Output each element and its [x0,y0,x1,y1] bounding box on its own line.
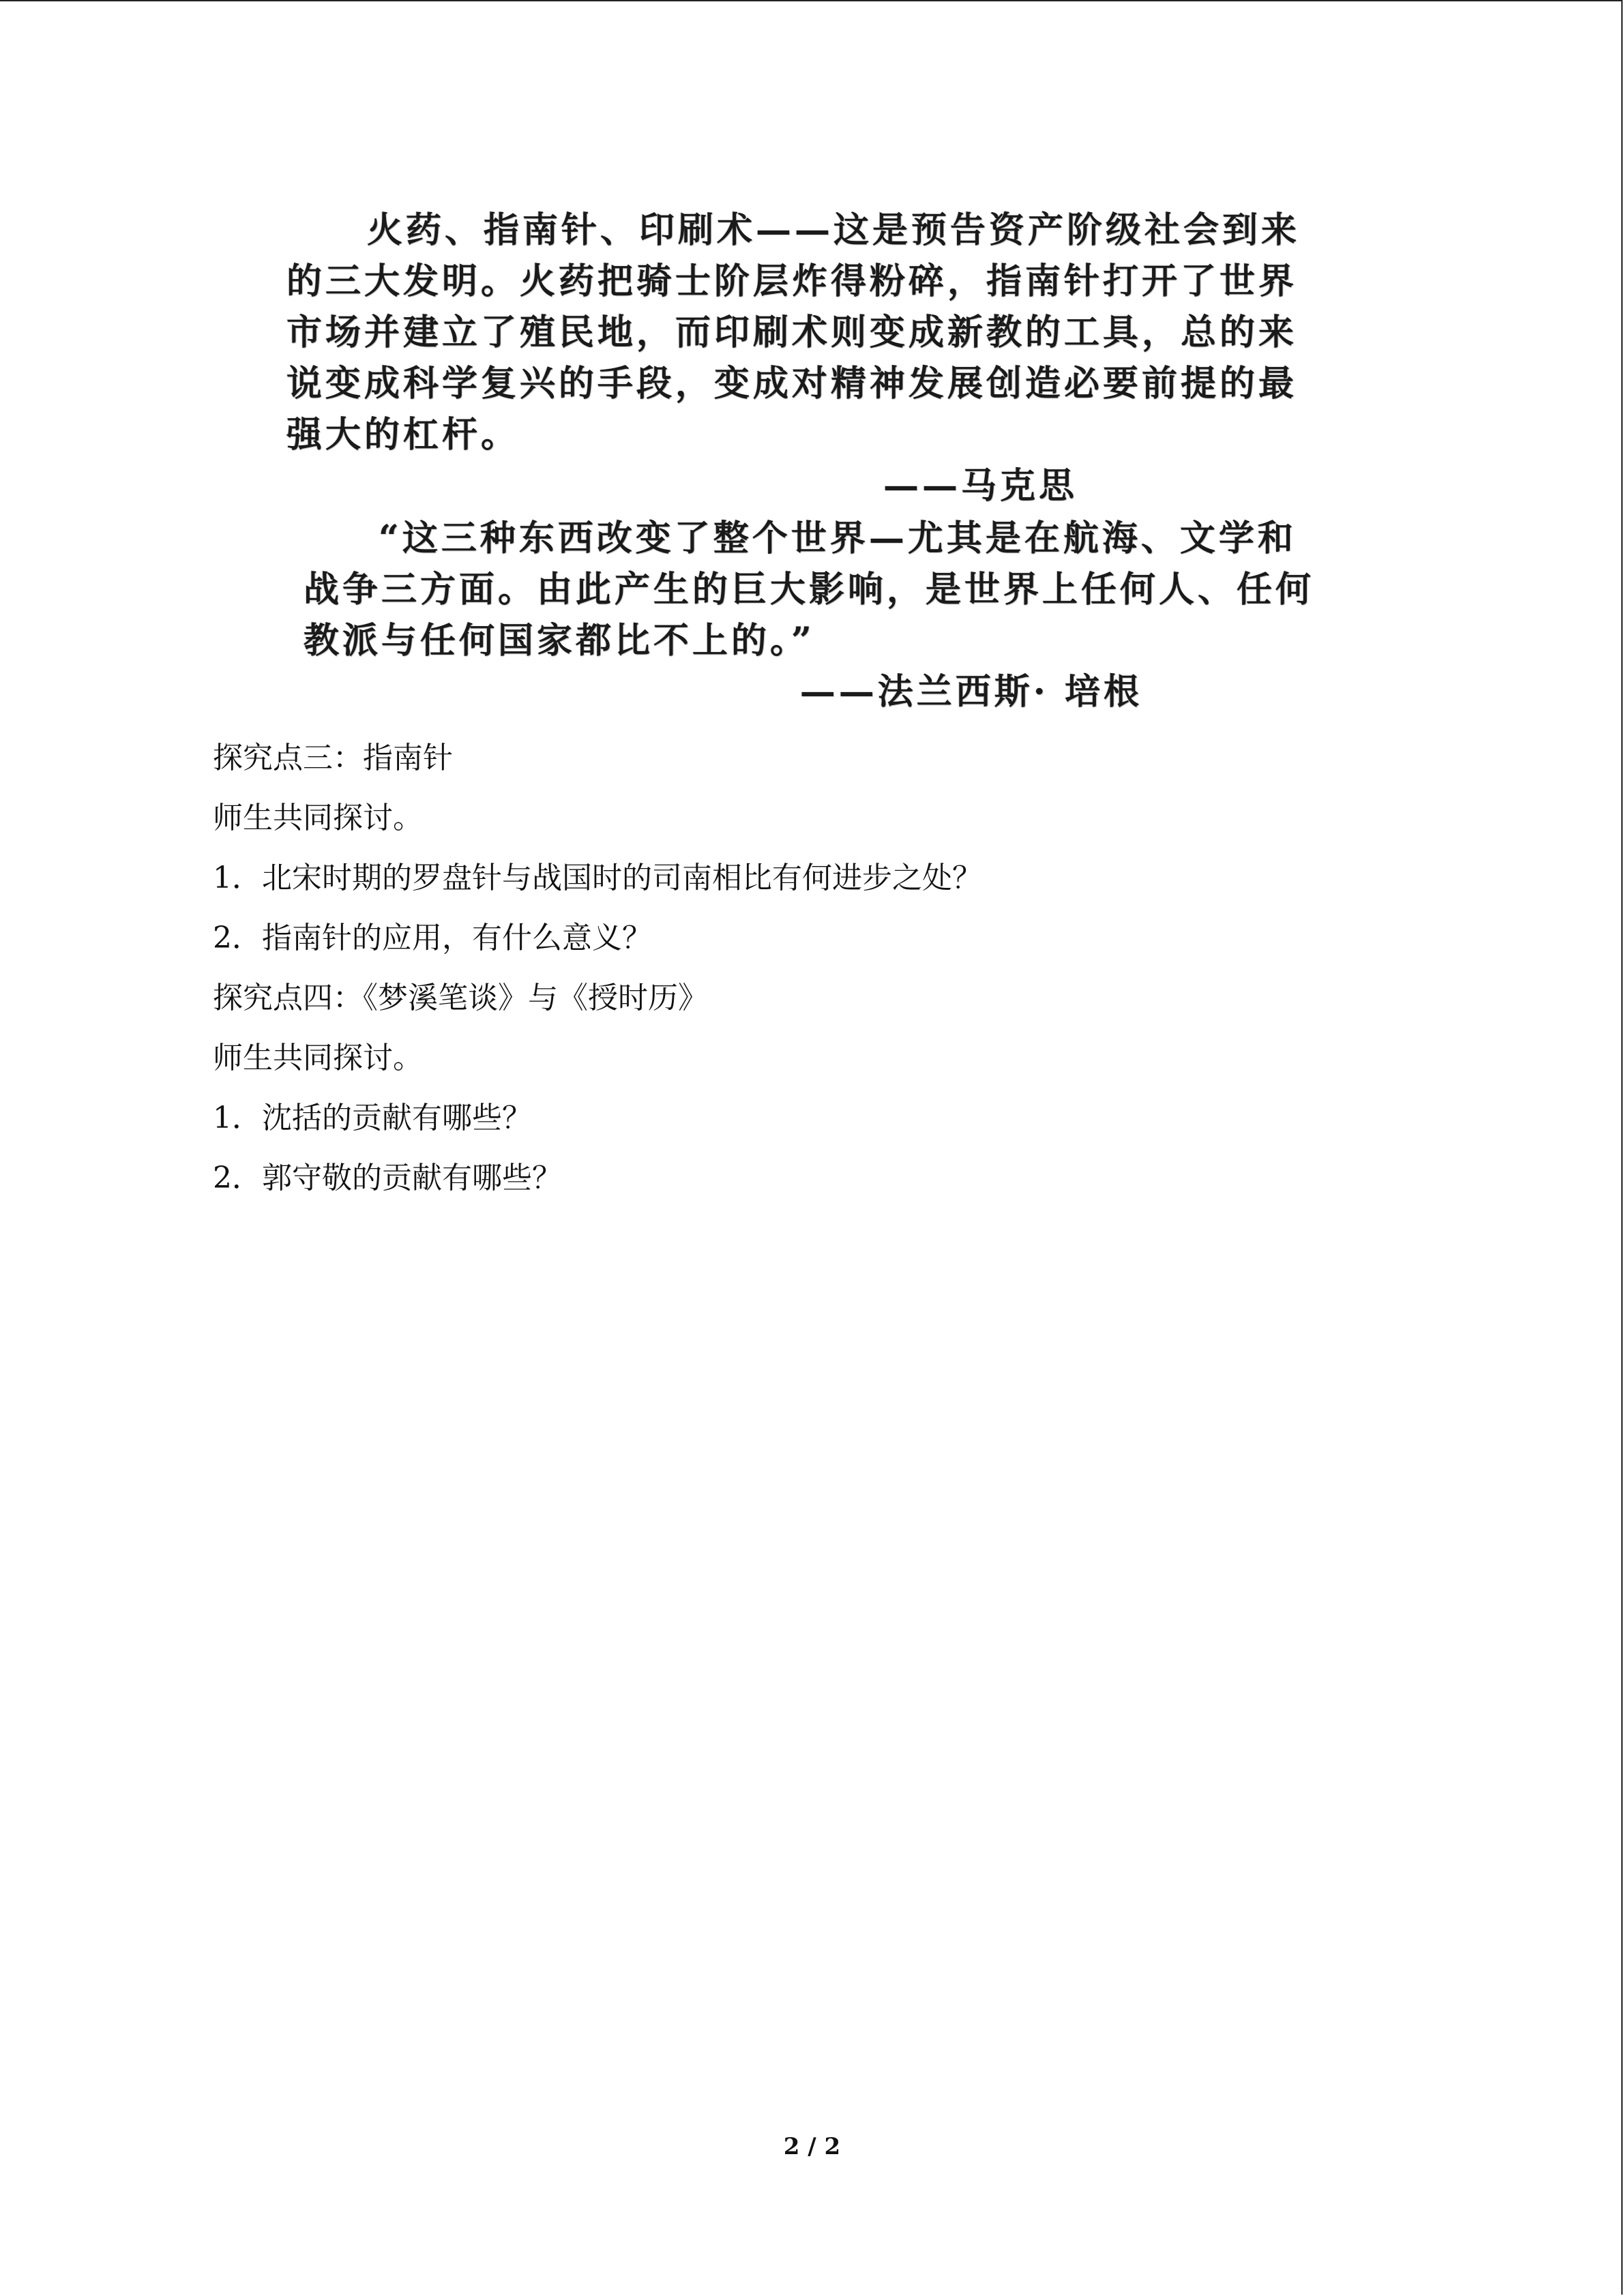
question-item: 1．北宋时期的罗盘针与战国时的司南相比有何进步之处？ [213,861,982,895]
quote-bacon [304,513,1347,717]
quote-marx [286,205,1330,511]
quote-line: “这三种东西改变了整个世界—尤其是在航海、文学和 [379,518,1297,559]
section-intro: 师生共同探讨。 [213,801,423,835]
question-item: 1．沈括的贡献有哪些？ [213,1101,532,1135]
lesson-body [213,728,982,1208]
quote-line: 强大的杠杆。 [286,414,520,456]
quote-line: 火药、指南针、印刷术——这是预告资产阶级社会到来 [367,209,1301,251]
question-item: 2．指南针的应用，有什么意义？ [213,921,652,955]
quote-attribution: ——法兰西斯· 培根 [799,671,1142,713]
section-heading: 探究点三：指南针 [213,741,453,775]
quote-line: 的三大发明。火药把骑士阶层炸得粉碎，指南针打开了世界 [286,260,1298,302]
quote-line: 教派与任何国家都比不上的。” [304,620,815,661]
quote-attribution: ——马克思 [883,465,1078,507]
section-intro: 师生共同探讨。 [213,1041,423,1075]
quote-line: 说变成科学复兴的手段，变成对精神发展创造必要前提的最 [286,363,1298,404]
quote-line: 战争三方面。由此产生的巨大影响，是世界上任何人、任何 [304,569,1315,610]
quote-line: 市场并建立了殖民地，而印刷术则变成新教的工具，总的来 [286,312,1298,353]
question-item: 2．郭守敬的贡献有哪些？ [213,1161,562,1195]
section-heading: 探究点四：《梦溪笔谈》与《授时历》 [213,981,708,1015]
page-number: 2 / 2 [783,2133,841,2160]
